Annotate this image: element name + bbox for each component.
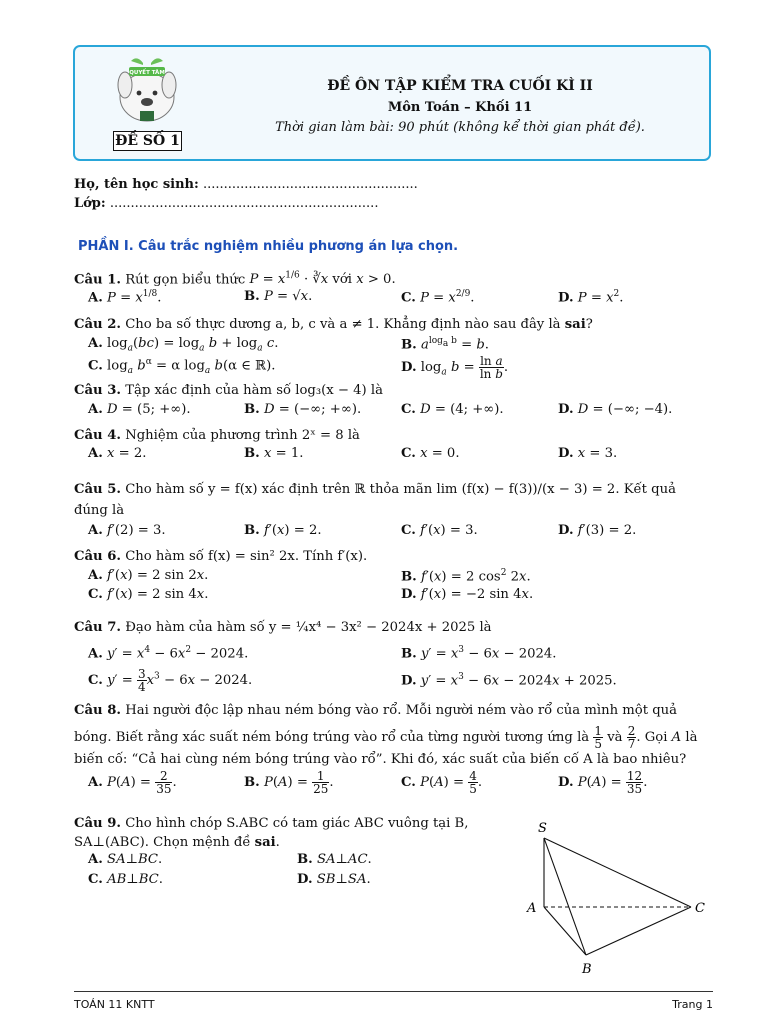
question-2-text: Cho ba số thực dương a, b, c và a ≠ 1. Khẳng định nào sau đây là (125, 317, 561, 332)
question-6-text: Cho hàm số f(x) = sin² 2x. Tính f′(x). (125, 549, 368, 564)
question-9-line-2: SA⊥(ABC). Chọn mệnh đề sai. (74, 835, 280, 850)
mascot-logo (107, 55, 187, 127)
question-4 (74, 425, 714, 446)
q7-option-b: B. $y' = x^3 - 6x - 2024$. (401, 645, 557, 662)
question-2-label: Câu 2. (74, 317, 121, 332)
exam-subject: Môn Toán – Khối 11 (387, 100, 533, 115)
point-a-label: A (527, 901, 537, 916)
q3-option-c: C. D = (4; +∞). (401, 402, 504, 417)
question-6 (74, 546, 714, 567)
q1-option-b: B. P = √x. (244, 289, 313, 304)
q4-option-b: B. x = 1. (244, 446, 304, 461)
footer-divider (74, 991, 713, 992)
q6-option-c: C. f′(x) = 2 sin 4x. (88, 587, 209, 602)
q5-option-d: D. f′(3) = 2. (558, 523, 637, 538)
q6-option-a: A. f′(x) = 2 sin 2x. (88, 568, 209, 583)
q3-option-a: A. D = (5; +∞). (88, 402, 191, 417)
q5-option-b: B. f′(x) = 2. (244, 523, 322, 538)
q2-option-c: C. $\log_a b^\alpha = \alpha$ $\log_a b(\alpha$ ∈ ℝ). (88, 357, 276, 377)
question-5 (74, 479, 714, 521)
student-name-line (74, 177, 418, 192)
q3-option-d: D. D = (−∞; −4). (558, 402, 673, 417)
edge-sc (544, 838, 691, 907)
question-8-text-1: Hai người độc lập nhau ném bóng vào rổ. Mỗi người ném vào rổ của mình một quả (125, 703, 677, 718)
point-b-label: B (582, 962, 592, 977)
question-1 (74, 266, 714, 290)
student-name-dots: .................................................... (202, 177, 418, 192)
q9-option-d: D. SB⊥SA. (297, 872, 371, 887)
question-9-text-1: Cho hình chóp S.ABC có tam giác ABC vuông tại B, (125, 816, 469, 831)
question-3-label: Câu 3. (74, 383, 121, 398)
q8-option-b: B. P(A) = $\frac{1}{25}$ . (244, 769, 334, 796)
question-1-text: Rút gọn biểu thức (125, 272, 246, 288)
question-4-text: Nghiệm của phương trình 2ˣ = 8 là (125, 428, 360, 443)
exam-number-badge: ĐỀ SỐ 1 (113, 131, 182, 151)
question-9-label: Câu 9. (74, 816, 121, 831)
footer-course: TOÁN 11 KNTT (74, 998, 155, 1011)
q1-option-c: C. $P = x^{2/9}$. (401, 289, 475, 306)
q7-option-c: C. y′ = $\frac{3}{4}$ $x^3 - 6x - 2024$. (88, 667, 253, 694)
q8-option-c: C. P(A) = $\frac{4}{5}$ . (401, 769, 483, 796)
question-3 (74, 380, 714, 401)
q4-option-c: C. x = 0. (401, 446, 460, 461)
q4-option-a: A. x = 2. (88, 446, 147, 461)
q3-option-b: B. D = (−∞; +∞). (244, 402, 362, 417)
student-class-label: Lớp: (74, 196, 106, 211)
question-7 (74, 617, 714, 638)
student-class-dots: ................................................................. (109, 196, 379, 211)
q1-option-d: D. $P = x^2$. (558, 289, 624, 306)
question-8-text-2: bóng. Biết rằng xác suất ném bóng trúng vào rổ của từng người tương ứng là (74, 730, 590, 745)
pyramid-figure (520, 815, 720, 980)
edge-ab (544, 907, 586, 955)
q1-option-a: A. $P = x^{1/8}$. (88, 289, 162, 306)
point-s-label: S (538, 821, 547, 836)
q7-option-a: A. $y' = x^4 - 6x^2 - 2024$. (88, 645, 249, 662)
question-2-end: ? (585, 317, 593, 332)
question-5-label: Câu 5. (74, 482, 121, 497)
question-1-expr: $P = x^{1/6}$ · ∛x với x > 0. (249, 271, 396, 288)
student-class-line (74, 196, 378, 211)
question-8-text-3: biến cố: “Cả hai cùng ném bóng trúng vào rổ”. Khi đó, xác suất của biến cố A là bao nhiêu? (74, 752, 687, 767)
q5-option-c: C. f′(x) = 3. (401, 523, 478, 538)
exam-title: ĐỀ ÔN TẬP KIỂM TRA CUỐI KÌ II (327, 78, 593, 94)
question-1-label: Câu 1. (74, 272, 121, 288)
edge-sb (544, 838, 586, 955)
q9-option-a: A. SA⊥BC. (88, 852, 163, 867)
question-4-label: Câu 4. (74, 428, 121, 443)
question-6-label: Câu 6. (74, 549, 121, 564)
q8-option-a: A. P(A) = $\frac{2}{35}$ . (88, 769, 177, 796)
question-7-label: Câu 7. (74, 620, 121, 635)
question-9-text-2: SA⊥(ABC). Chọn mệnh đề (74, 835, 251, 850)
question-9-line-1 (74, 813, 514, 834)
q2-option-a: A. $\log_a(bc) = \log_a b + \log_a c$. (88, 336, 279, 354)
mascot-banner-text: QUYẾT TÂM (129, 70, 165, 76)
point-c-label: C (695, 901, 705, 916)
q2-option-d: D. $\log_a b$ = $\frac{\text{ln a}}{\text{ln b}}$ . (401, 354, 509, 381)
q7-option-d: D. $y' = x^3 - 6x - 2024x + 2025$. (401, 672, 617, 689)
question-5-text: Cho hàm số y = f(x) xác định trên ℝ thỏa mãn lim (f(x) − f(3))/(x − 3) = 2. Kết quả đúng là (74, 482, 676, 518)
question-2-emphasis: sai (564, 317, 586, 332)
q8-option-d: D. P(A) = $\frac{12}{35}$ . (558, 769, 648, 796)
q6-option-d: D. f′(x) = −2 sin 4x. (401, 587, 534, 602)
question-8-line-1 (74, 700, 714, 721)
q2-option-b: B. $a^{log_a b} = b$. (401, 336, 489, 353)
q4-option-d: D. x = 3. (558, 446, 618, 461)
q6-option-b: B. f′(x) = 2 $\cos^2 2x$. (401, 568, 531, 585)
question-8-line-2: bóng. Biết rằng xác suất ném bóng trúng vào rổ của từng người tương ứng là $\frac{1}{5}$ và $\frac{2}{7}$ . Gọi A là (74, 724, 698, 751)
question-8-line-3 (74, 749, 714, 770)
question-7-text: Đạo hàm của hàm số y = ¼x⁴ − 3x² − 2024x + 2025 là (125, 620, 492, 635)
question-9-emphasis: sai (254, 835, 276, 850)
q9-option-c: C. AB⊥BC. (88, 872, 163, 887)
q9-option-b: B. SA⊥AC. (297, 852, 372, 867)
exam-time-note: Thời gian làm bài: 90 phút (không kể thời gian phát đề). (275, 120, 645, 135)
question-8-label: Câu 8. (74, 703, 121, 718)
q5-option-a: A. f′(2) = 3. (88, 523, 166, 538)
question-3-text: Tập xác định của hàm số log₃(x − 4) là (125, 383, 383, 398)
footer-page-number: Trang 1 (672, 998, 713, 1011)
edge-bc (586, 907, 691, 955)
question-2 (74, 314, 714, 335)
section-title: PHẦN I. Câu trắc nghiệm nhiều phương án lựa chọn. (78, 239, 459, 254)
student-name-label: Họ, tên học sinh: (74, 177, 199, 192)
